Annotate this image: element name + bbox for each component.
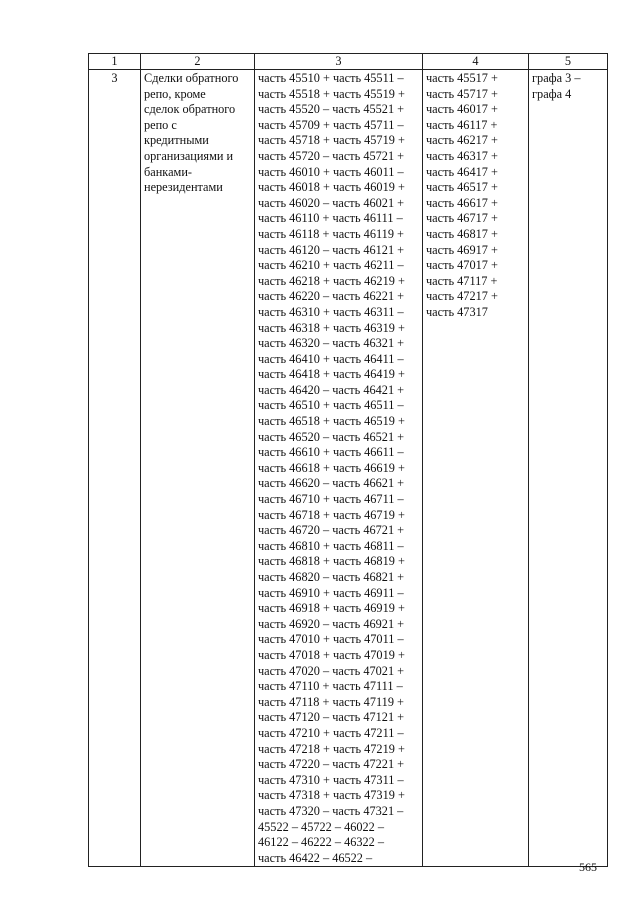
cell-text-line: репо с xyxy=(144,117,177,132)
cell-text-line: часть 46718 + часть 46719 + xyxy=(258,507,405,522)
cell-text-line: часть 46120 – часть 46121 + xyxy=(258,242,405,257)
cell-text-line: часть 47020 – часть 47021 + xyxy=(258,663,405,678)
cell-text-line: графа 3 – xyxy=(532,71,581,85)
cell-text-line: Сделки обратного xyxy=(144,71,239,85)
column-number-row xyxy=(89,54,608,70)
cell-text-line: часть 46017 + xyxy=(426,102,498,117)
cell-text-line: часть 47018 + часть 47019 + xyxy=(258,647,405,662)
cell-text-line: часть 46418 + часть 46419 + xyxy=(258,367,405,382)
cell-text-line: часть 46410 + часть 46411 – xyxy=(258,351,404,366)
cell-text-line: часть 45510 + часть 45511 – xyxy=(258,71,404,85)
cell-text-line: сделок обратного xyxy=(144,102,236,117)
cell-text-line: часть 47318 + часть 47319 + xyxy=(258,788,405,803)
cell-text-line: часть 47218 + часть 47219 + xyxy=(258,741,405,756)
cell-text-line: часть 46620 – часть 46621 + xyxy=(258,476,405,491)
cell-text-line: часть 47117 + xyxy=(426,273,498,288)
cell-text-line: часть 46217 + xyxy=(426,133,498,148)
row-number-cell: 3 xyxy=(89,70,141,867)
cell-text-line: 45522 – 45722 – 46022 – xyxy=(258,819,385,834)
column-number-3: 3 xyxy=(255,54,423,70)
column-number-5: 5 xyxy=(529,54,608,70)
formula-col4-cell xyxy=(423,70,529,867)
table-row xyxy=(89,70,608,867)
cell-text-line: часть 45717 + xyxy=(426,86,498,101)
cell-text-line: часть 45520 – часть 45521 + xyxy=(258,102,405,117)
cell-text-line: часть 47217 + xyxy=(426,289,498,304)
column-number-4: 4 xyxy=(423,54,529,70)
cell-text-line: часть 47210 + часть 47211 – xyxy=(258,725,404,740)
cell-text-line: часть 47120 – часть 47121 + xyxy=(258,710,405,725)
cell-text-line: часть 46818 + часть 46819 + xyxy=(258,554,405,569)
cell-text-line: часть 46520 – часть 46521 + xyxy=(258,429,405,444)
column-number-1: 1 xyxy=(89,54,141,70)
cell-text-line: часть 46810 + часть 46811 – xyxy=(258,538,404,553)
cell-text-line: часть 46920 – часть 46921 + xyxy=(258,616,405,631)
cell-text-line: часть 46318 + часть 46319 + xyxy=(258,320,405,335)
cell-text-line: часть 46817 + xyxy=(426,226,498,241)
cell-text-line: часть 45517 + xyxy=(426,71,498,85)
cell-text-line: часть 46917 + xyxy=(426,242,498,257)
cell-text-line: часть 46320 – часть 46321 + xyxy=(258,336,405,351)
cell-text-line: кредитными xyxy=(144,133,209,148)
cell-text-line: часть 46220 – часть 46221 + xyxy=(258,289,405,304)
cell-text-line: часть 45718 + часть 45719 + xyxy=(258,133,405,148)
cell-text-line: часть 46422 – 46522 – xyxy=(258,850,373,865)
cell-text-line: часть 46218 + часть 46219 + xyxy=(258,273,405,288)
page-number: 565 xyxy=(579,860,597,874)
cell-text-line: часть 46910 + часть 46911 – xyxy=(258,585,404,600)
cell-text-line: репо, кроме xyxy=(144,86,206,101)
cell-text-line: часть 46617 + xyxy=(426,195,498,210)
cell-text-line: часть 46517 + xyxy=(426,180,498,195)
cell-text-line: часть 46210 + часть 46211 – xyxy=(258,258,404,273)
cell-text-line: часть 46117 + xyxy=(426,117,498,132)
cell-text-line: часть 47017 + xyxy=(426,258,498,273)
cell-text-line: часть 46610 + часть 46611 – xyxy=(258,445,404,460)
formula-col5-cell xyxy=(529,70,608,867)
cell-text-line: часть 47310 + часть 47311 – xyxy=(258,772,404,787)
cell-text-line: часть 47220 – часть 47221 + xyxy=(258,757,405,772)
cell-text-line: часть 46918 + часть 46919 + xyxy=(258,601,405,616)
cell-text-line: часть 46710 + часть 46711 – xyxy=(258,492,404,507)
cell-text-line: нерезидентами xyxy=(144,180,223,195)
cell-text-line: часть 46417 + xyxy=(426,164,498,179)
cell-text-line: часть 45720 – часть 45721 + xyxy=(258,148,405,163)
cell-text-line: часть 46020 – часть 46021 + xyxy=(258,195,405,210)
cell-text-line: часть 47118 + часть 47119 + xyxy=(258,694,404,709)
cell-text-line: часть 45518 + часть 45519 + xyxy=(258,86,405,101)
cell-text-line: часть 46420 – часть 46421 + xyxy=(258,382,405,397)
cell-text-line: часть 46118 + часть 46119 + xyxy=(258,226,404,241)
cell-text-line: часть 46010 + часть 46011 – xyxy=(258,164,404,179)
cell-text-line: часть 46518 + часть 46519 + xyxy=(258,414,405,429)
cell-text-line: часть 47320 – часть 47321 – xyxy=(258,803,404,818)
cell-text-line: часть 47317 xyxy=(426,304,488,319)
column-number-2: 2 xyxy=(141,54,255,70)
cell-text-line: организациями и xyxy=(144,148,234,163)
formula-col3-cell xyxy=(255,70,423,867)
cell-text-line: часть 46820 – часть 46821 + xyxy=(258,570,405,584)
cell-text-line: часть 46717 + xyxy=(426,211,498,226)
cell-text-line: часть 45709 + часть 45711 – xyxy=(258,117,404,132)
cell-text-line: часть 46510 + часть 46511 – xyxy=(258,398,404,413)
indicator-name-cell xyxy=(141,70,255,867)
cell-text-line: часть 46618 + часть 46619 + xyxy=(258,460,405,475)
formula-table xyxy=(88,53,608,867)
cell-text-line: 46122 – 46222 – 46322 – xyxy=(258,835,385,850)
cell-text-line: часть 46317 + xyxy=(426,148,498,163)
cell-text-line: часть 46018 + часть 46019 + xyxy=(258,180,405,195)
cell-text-line: часть 46110 + часть 46111 – xyxy=(258,211,403,226)
cell-text-line: часть 47010 + часть 47011 – xyxy=(258,632,404,647)
cell-text-line: графа 4 xyxy=(532,86,572,101)
cell-text-line: банками- xyxy=(144,164,192,179)
cell-text-line: часть 47110 + часть 47111 – xyxy=(258,679,403,694)
cell-text-line: часть 46720 – часть 46721 + xyxy=(258,523,405,538)
cell-text-line: часть 46310 + часть 46311 – xyxy=(258,304,404,319)
